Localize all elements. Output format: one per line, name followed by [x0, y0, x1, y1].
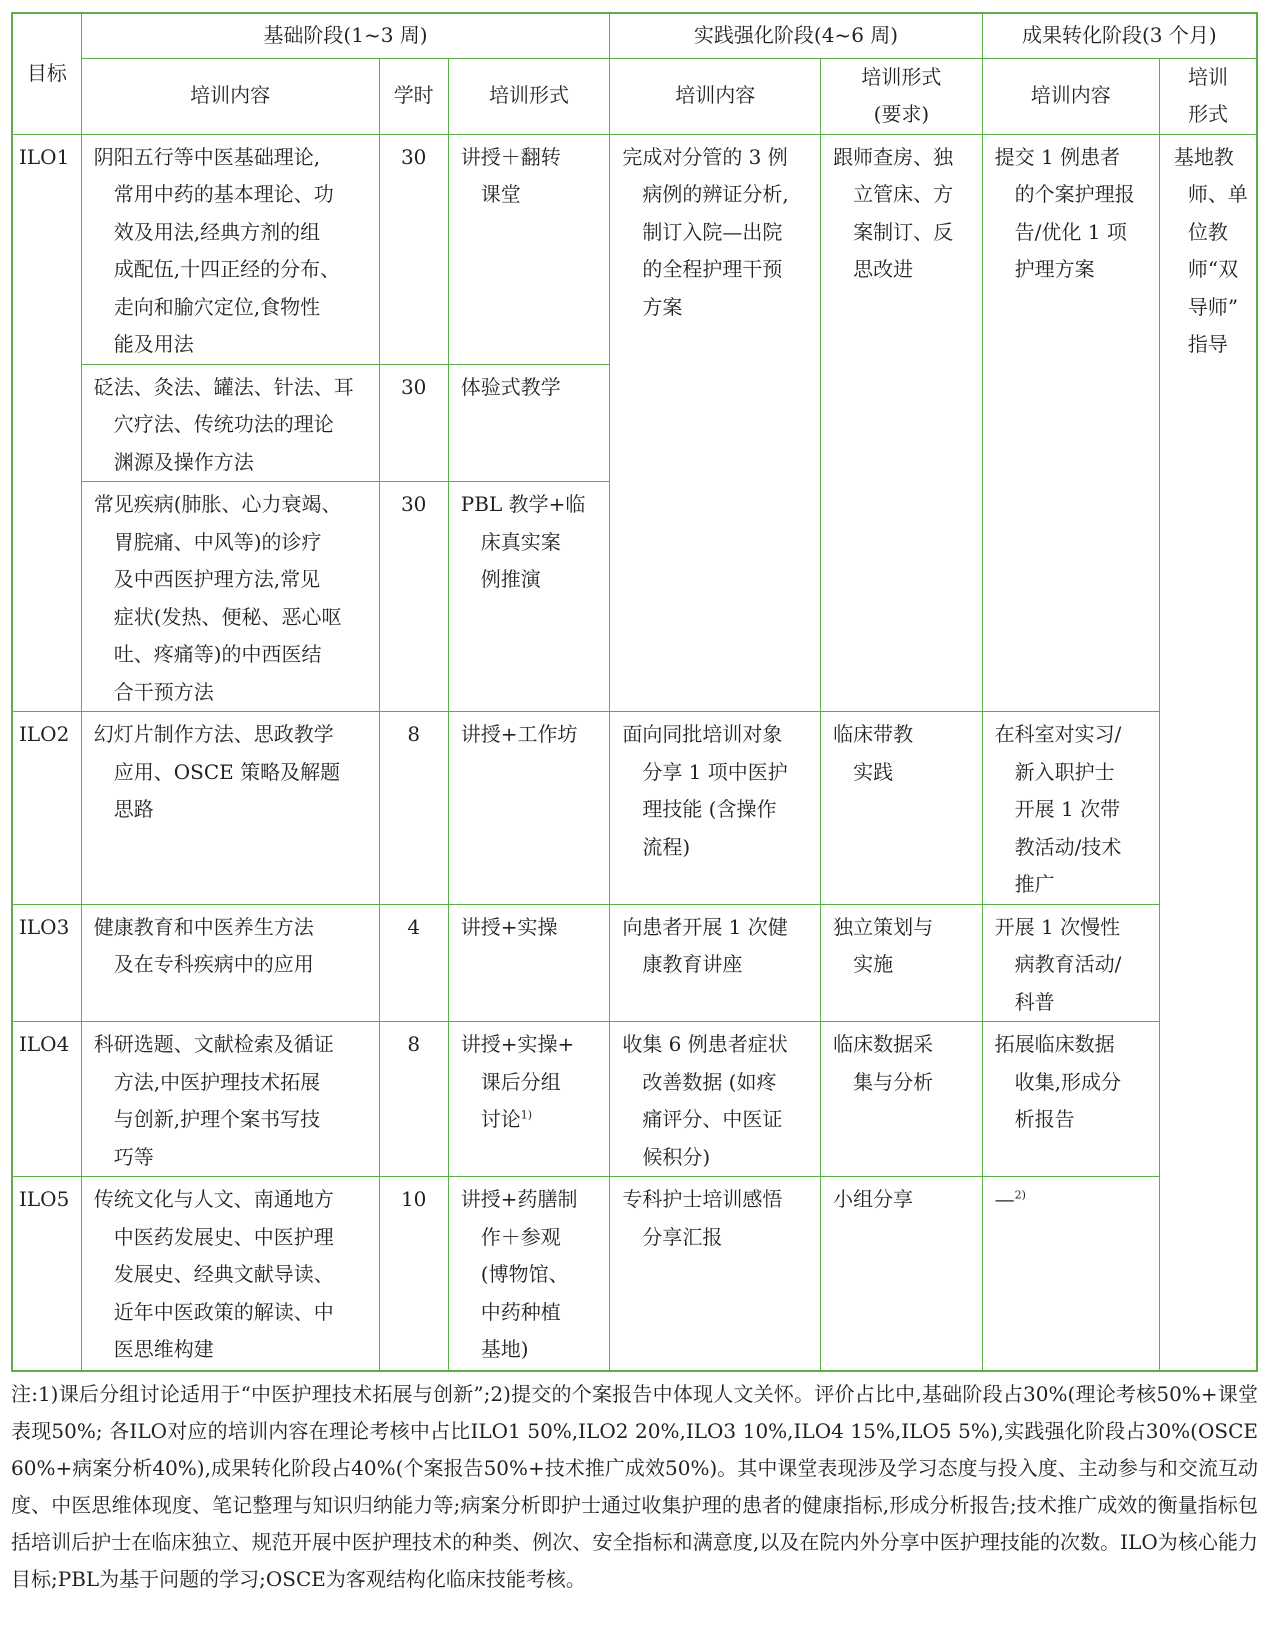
ilo1-hours-1: 30 [379, 134, 448, 364]
col-header-basic-content: 培训内容 [81, 58, 379, 134]
ilo1-content-2: 砭法、灸法、罐法、针法、耳 穴疗法、传统功法的理论 渊源及操作方法 [81, 364, 379, 482]
ilo1-practice-form: 跟师查房、独 立管床、方 案制订、反 思改进 [821, 134, 983, 712]
ilo3-practice-content: 向患者开展 1 次健 康教育讲座 [610, 904, 821, 1022]
col-header-practice-form: 培训形式 (要求) [821, 58, 983, 134]
ilo1-form-1: 讲授＋翻转 课堂 [448, 134, 610, 364]
ilo5-practice-form: 小组分享 [821, 1177, 983, 1371]
ilo5-hours: 10 [379, 1177, 448, 1371]
ilo3-form: 讲授+实操 [448, 904, 610, 1022]
ilo1-practice-content: 完成对分管的 3 例 病例的辨证分析, 制订入院—出院 的全程护理干预 方案 [610, 134, 821, 712]
stage-header-practice: 实践强化阶段(4~6 周) [610, 13, 982, 58]
ilo4-practice-form: 临床数据采 集与分析 [821, 1022, 983, 1177]
row-id-ilo2: ILO2 [12, 712, 81, 905]
ilo1-hours-2: 30 [379, 364, 448, 482]
goal-header: 目标 [12, 13, 81, 134]
col-header-result-form: 培训 形式 [1159, 58, 1257, 134]
ilo4-hours: 8 [379, 1022, 448, 1177]
ilo3-result-content: 开展 1 次慢性 病教育活动/ 科普 [982, 904, 1159, 1022]
col-header-basic-hours: 学时 [379, 58, 448, 134]
ilo2-practice-content: 面向同批培训对象 分享 1 项中医护 理技能 (含操作 流程) [610, 712, 821, 905]
ilo2-content: 幻灯片制作方法、思政教学 应用、OSCE 策略及解题 思路 [81, 712, 379, 905]
ilo1-content-1: 阴阳五行等中医基础理论, 常用中药的基本理论、功 效及用法,经典方剂的组 成配伍,十四正经的分布、 走向和腧穴定位,食物性 能及用法 [81, 134, 379, 364]
ilo2-result-content: 在科室对实习/ 新入职护士 开展 1 次带 教活动/技术 推广 [982, 712, 1159, 905]
result-form-all: 基地教 师、单 位教 师“双 导师” 指导 [1159, 134, 1257, 1371]
row-id-ilo5: ILO5 [12, 1177, 81, 1371]
ilo1-hours-3: 30 [379, 482, 448, 712]
ilo3-hours: 4 [379, 904, 448, 1022]
ilo5-form: 讲授+药膳制 作＋参观 (博物馆、 中药种植 基地) [448, 1177, 610, 1371]
ilo4-result-content: 拓展临床数据 收集,形成分 析报告 [982, 1022, 1159, 1177]
ilo4-practice-content: 收集 6 例患者症状 改善数据 (如疼 痛评分、中医证 候积分) [610, 1022, 821, 1177]
ilo2-form: 讲授+工作坊 [448, 712, 610, 905]
col-header-basic-form: 培训形式 [448, 58, 610, 134]
ilo4-form: 讲授+实操+ 课后分组 讨论$^{1)}$ [448, 1022, 610, 1177]
ilo4-content: 科研选题、文献检索及循证 方法,中医护理技术拓展 与创新,护理个案书写技 巧等 [81, 1022, 379, 1177]
ilo1-result-content: 提交 1 例患者 的个案护理报 告/优化 1 项 护理方案 [982, 134, 1159, 712]
row-id-ilo4: ILO4 [12, 1022, 81, 1177]
col-header-practice-content: 培训内容 [610, 58, 821, 134]
col-header-result-content: 培训内容 [982, 58, 1159, 134]
ilo5-content: 传统文化与人文、南通地方 中医药发展史、中医护理 发展史、经典文献导读、 近年中医政策的解读、中 医思维构建 [81, 1177, 379, 1371]
ilo1-form-3: PBL 教学+临 床真实案 例推演 [448, 482, 610, 712]
stage-header-result: 成果转化阶段(3 个月) [982, 13, 1257, 58]
row-id-ilo1: ILO1 [12, 134, 81, 712]
ilo2-practice-form: 临床带教 实践 [821, 712, 983, 905]
training-table [11, 12, 1258, 1372]
row-id-ilo3: ILO3 [12, 904, 81, 1022]
stage-header-basic: 基础阶段(1~3 周) [81, 13, 610, 58]
footnote-2-mark: 2) [1014, 1188, 1026, 1202]
ilo5-result-content: —$^{2)}$ [982, 1177, 1159, 1371]
ilo1-content-3: 常见疾病(肺胀、心力衰竭、 胃脘痛、中风等)的诊疗 及中西医护理方法,常见 症状(发热、便秘、恶心呕 吐、疼痛等)的中西医结 合干预方法 [81, 482, 379, 712]
ilo2-hours: 8 [379, 712, 448, 905]
ilo5-practice-content: 专科护士培训感悟 分享汇报 [610, 1177, 821, 1371]
footnote-1-mark: 1) [520, 1108, 533, 1122]
ilo3-content: 健康教育和中医养生方法 及在专科疾病中的应用 [81, 904, 379, 1022]
ilo3-practice-form: 独立策划与 实施 [821, 904, 983, 1022]
ilo1-form-2: 体验式教学 [448, 364, 610, 482]
table-note: 注:1)课后分组讨论适用于“中医护理技术拓展与创新”;2)提交的个案报告中体现人文关怀。评价占比中,基础阶段占30%(理论考核50%+课堂表现50%; 各ILO对应的培训内容在理论考核中占比ILO1 50%,ILO2 20%,ILO3 10%,ILO4 15%,ILO5 5%),实践强化阶段占30%(OSCE 60%+病案分析40%),成果转化阶段占40%(个案报告50%+技术推广成效50%)。其中课堂表现涉及学习态度与投入度、主动参与和交流互动度、中医思维体现度、笔记整理与知识归纳能力等;病案分析即护士通过收集护理的患者的健康指标,形成分析报告;技术推广成效的衡量指标包括培训后护士在临床独立、规范开展中医护理技术的种类、例次、安全指标和满意度,以及在院内外分享中医护理技能的次数。ILO为核心能力目标;PBL为基于问题的学习;OSCE为客观结构化临床技能考核。 [11, 1382, 1258, 1591]
